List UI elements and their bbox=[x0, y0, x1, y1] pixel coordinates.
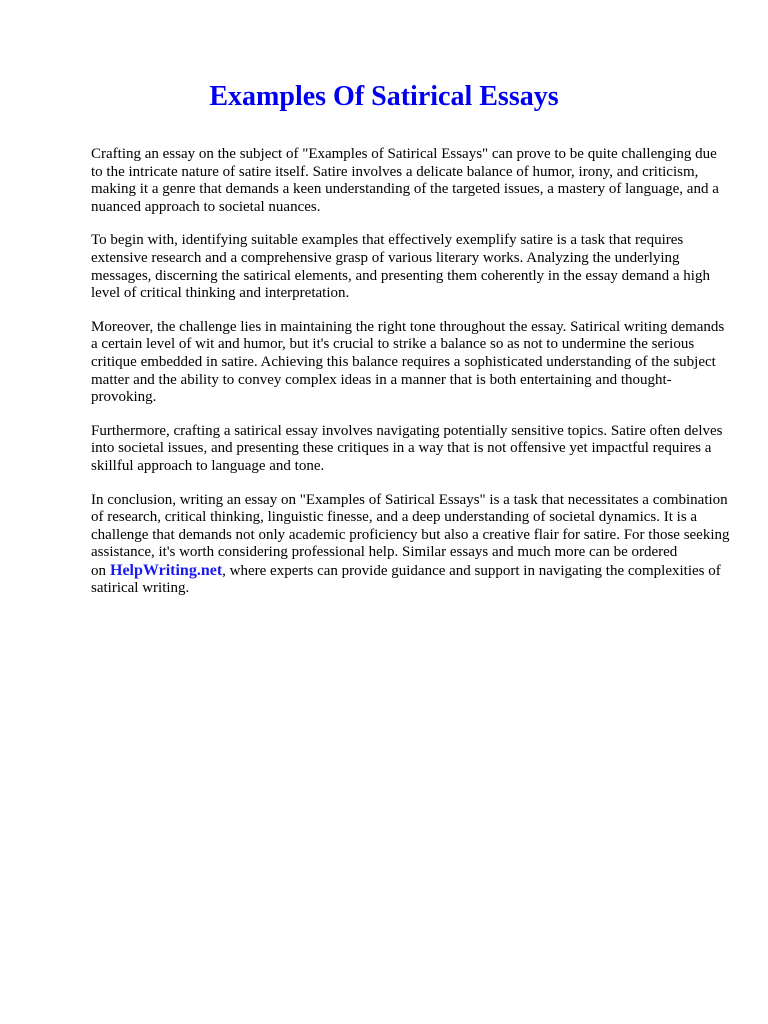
paragraph-conclusion bbox=[91, 492, 731, 599]
page-title: Examples Of Satirical Essays bbox=[209, 81, 559, 112]
paragraph-sensitive-topics: Furthermore, crafting a satirical essay involves navigating potentially sensitive topics. Satire often delves into societal issues, and presenting these critiques in a way that is not offensive yet impactful requires a skillful approach to language and tone. bbox=[91, 422, 723, 474]
essay-body bbox=[91, 146, 731, 614]
conclusion-text-end: , where experts can provide guidance and support in navigating the complexities of satirical writing. bbox=[91, 562, 721, 597]
paragraph-examples: To begin with, identifying suitable examples that effectively exemplify satire is a task that requires extensive research and a comprehensive grasp of various literary works. Analyzing the underlying messages, discerning the satirical elements, and presenting them coherently in the essay demand a high level of critical thinking and interpretation. bbox=[91, 232, 710, 302]
helpwriting-link[interactable]: HelpWriting.net bbox=[110, 561, 223, 579]
conclusion-text: In conclusion, writing an essay on "Examples of Satirical Essays" is a task that necessitates a combination of research, critical thinking, linguistic finesse, and a deep understanding of societal dynamics. It is a challenge that demands not only academic proficiency but also a creative flair for satire. For those seeking assistance, it's worth considering professional help. Similar essays and much more can be ordered on bbox=[91, 491, 730, 579]
paragraph-tone: Moreover, the challenge lies in maintaining the right tone throughout the essay. Satirical writing demands a certain level of wit and humor, but it's crucial to strike a balance so as not to undermine the serious critique embedded in satire. Achieving this balance requires a sophisticated understanding of the subject matter and the ability to convey complex ideas in a manner that is both entertaining and thought-provoking. bbox=[91, 318, 725, 406]
paragraph-intro: Crafting an essay on the subject of "Examples of Satirical Essays" can prove to be quite challenging due to the intricate nature of satire itself. Satire involves a delicate balance of humor, irony, and criticism, making it a genre that demands a keen understanding of the targeted issues, a mastery of language, and a nuanced approach to societal nuances. bbox=[91, 146, 719, 215]
